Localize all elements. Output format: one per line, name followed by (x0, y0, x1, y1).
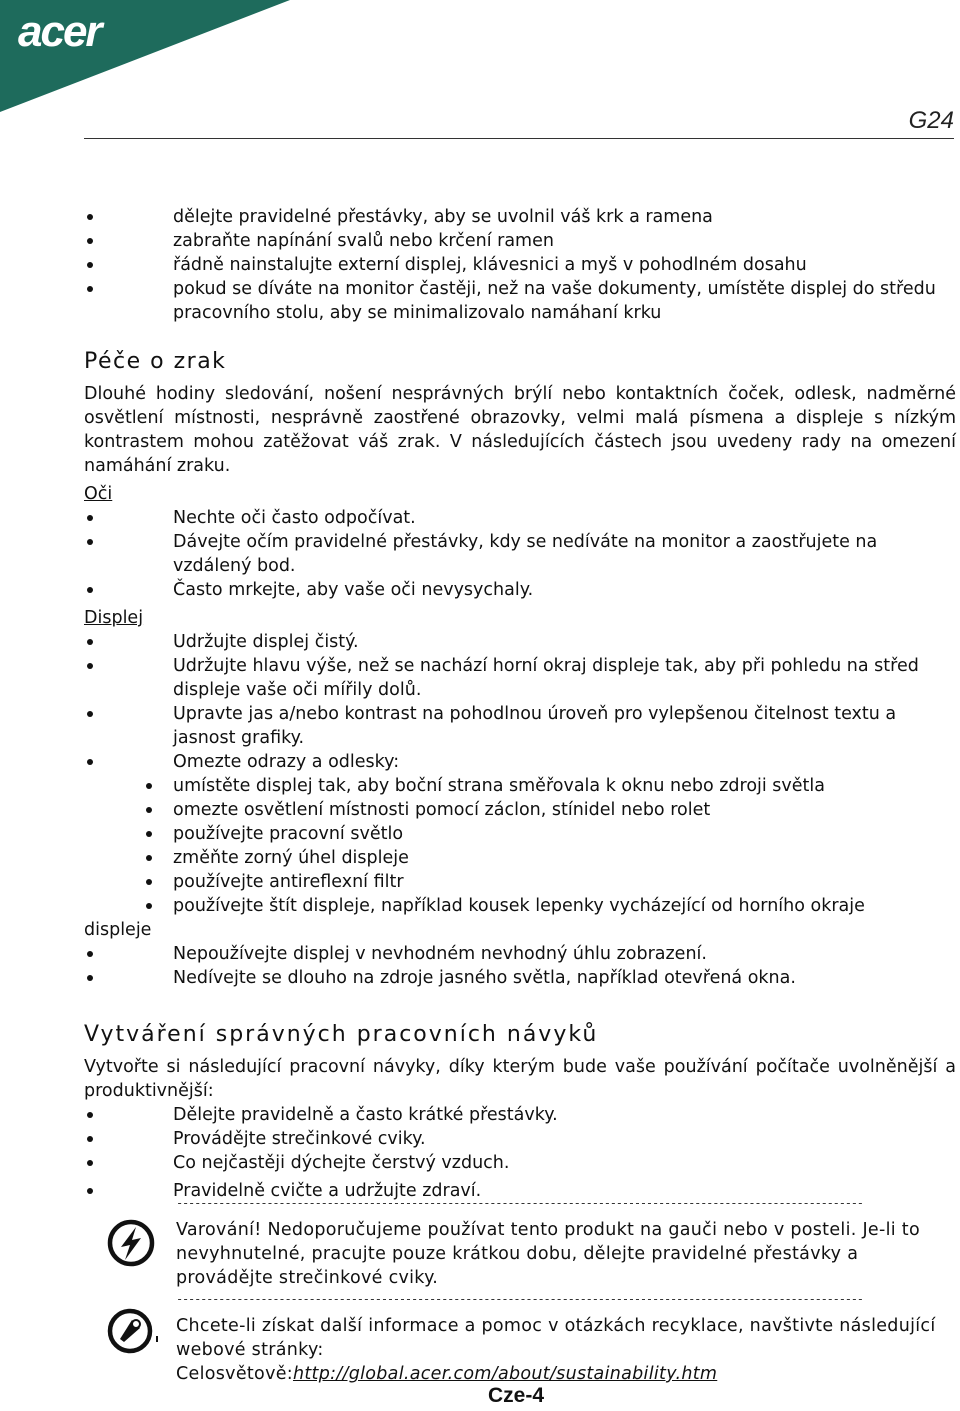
document-body (84, 205, 956, 1203)
work-habits-intro: Vytvořte si následující pracovní návyky, díky kterým bude vaše používání počítače uvolněnější a produktivnější: (84, 1057, 956, 1101)
list-item: zabraňte napínání svalů nebo krčení ramen (84, 229, 956, 253)
section-heading-eye-care: Péče o zrak (84, 349, 227, 374)
sustainability-link[interactable]: http://global.acer.com/about/sustainability.htm (292, 1364, 718, 1384)
recycle-note-icon (106, 1306, 162, 1356)
list-item: Nepoužívejte displej v nevhodném nevhodný úhlu zobrazení. (84, 942, 956, 966)
list-item: dělejte pravidelné přestávky, aby se uvolnil váš krk a ramena (84, 205, 956, 229)
header-rule (84, 138, 954, 139)
list-item: Pravidelně cvičte a udržujte zdraví. (84, 1179, 956, 1203)
divider: ------------------------------------------------------------------------------------------------------------------ (176, 1292, 863, 1306)
warning-note (84, 1196, 956, 1296)
recycle-note (84, 1292, 956, 1384)
sub-list-item: změňte zorný úhel displeje (84, 846, 956, 870)
sub-list-item: používejte antireflexní filtr (84, 870, 956, 894)
list-item: Dávejte očím pravidelné přestávky, kdy se nedíváte na monitor a zaostřujete na vzdálený bod. (84, 530, 956, 578)
subheading-eyes: Oči (84, 484, 113, 504)
sub-list-item-continuation: displeje (84, 920, 152, 940)
acer-logo: acer (18, 7, 101, 56)
list-item: Co nejčastěji dýchejte čerstvý vzduch. (84, 1151, 956, 1175)
sub-list-item: omezte osvětlení místnosti pomocí záclon, stínidel nebo rolet (84, 798, 956, 822)
sub-list-item: používejte pracovní světlo (84, 822, 956, 846)
list-item: pokud se díváte na monitor častěji, než na vaše dokumenty, umístěte displej do středu pracovního stolu, aby se minimalizovalo namáhaní krku (84, 277, 956, 325)
model-name: G24 (908, 107, 954, 134)
recycle-text (176, 1314, 946, 1386)
eye-care-intro: Dlouhé hodiny sledování, nošení nesprávných brýlí nebo kontaktních čoček, odlesk, nadměrné osvětlení místnosti, nesprávně zaostřené obrazovky, velmi malá písmena a displeje s nízkým kontrastem mohou zatěžovat váš zrak. V následujících částech jsou uvedeny rady na omezení namáhání zraku. (84, 384, 956, 476)
list-item: Nedívejte se dlouho na zdroje jasného světla, například otevřená okna. (84, 966, 956, 990)
list-item: Upravte jas a/nebo kontrast na pohodlnou úroveň pro vylepšenou čitelnost textu a jasnost grafiky. (84, 702, 956, 750)
recycle-description: Chcete-li získat další informace a pomoc v otázkách recyklace, navštivte následující webové stránky: (176, 1316, 936, 1360)
divider: ------------------------------------------------------------------------------------------------------------------ (176, 1196, 863, 1210)
sub-list-item: používejte štít displeje, například kousek lepenky vycházející od horního okraje (84, 894, 956, 918)
list-item: Dělejte pravidelně a často krátké přestávky. (84, 1103, 956, 1127)
list-item: Omezte odrazy a odlesky: (84, 750, 956, 774)
warning-text: Varování! Nedoporučujeme používat tento produkt na gauči nebo v posteli. Je-li to nevyhnutelné, pracujte pouze krátkou dobu, dělejte pravidelné přestávky a provádějte strečinkové cviky. (176, 1220, 920, 1288)
list-item: Často mrkejte, aby vaše oči nevysychaly. (84, 578, 956, 602)
subheading-display: Displej (84, 608, 144, 628)
recycle-label: Celosvětově: (176, 1364, 293, 1384)
list-item: Udržujte hlavu výše, než se nachází horní okraj displeje tak, aby při pohledu na střed displeje vaše oči mířily dolů. (84, 654, 956, 702)
list-item: Udržujte displej čistý. (84, 630, 956, 654)
list-item: Nechte oči často odpočívat. (84, 506, 956, 530)
page-number: Cze-4 (488, 1384, 545, 1407)
list-item: Provádějte strečinkové cviky. (84, 1127, 956, 1151)
section-heading-work-habits: Vytváření správných pracovních návyků (84, 1022, 599, 1047)
list-item: řádně nainstalujte externí displej, klávesnici a myš v pohodlném dosahu (84, 253, 956, 277)
sub-list-item: umístěte displej tak, aby boční strana směřovala k oknu nebo zdroji světla (84, 774, 956, 798)
lightning-warning-icon (106, 1218, 156, 1268)
